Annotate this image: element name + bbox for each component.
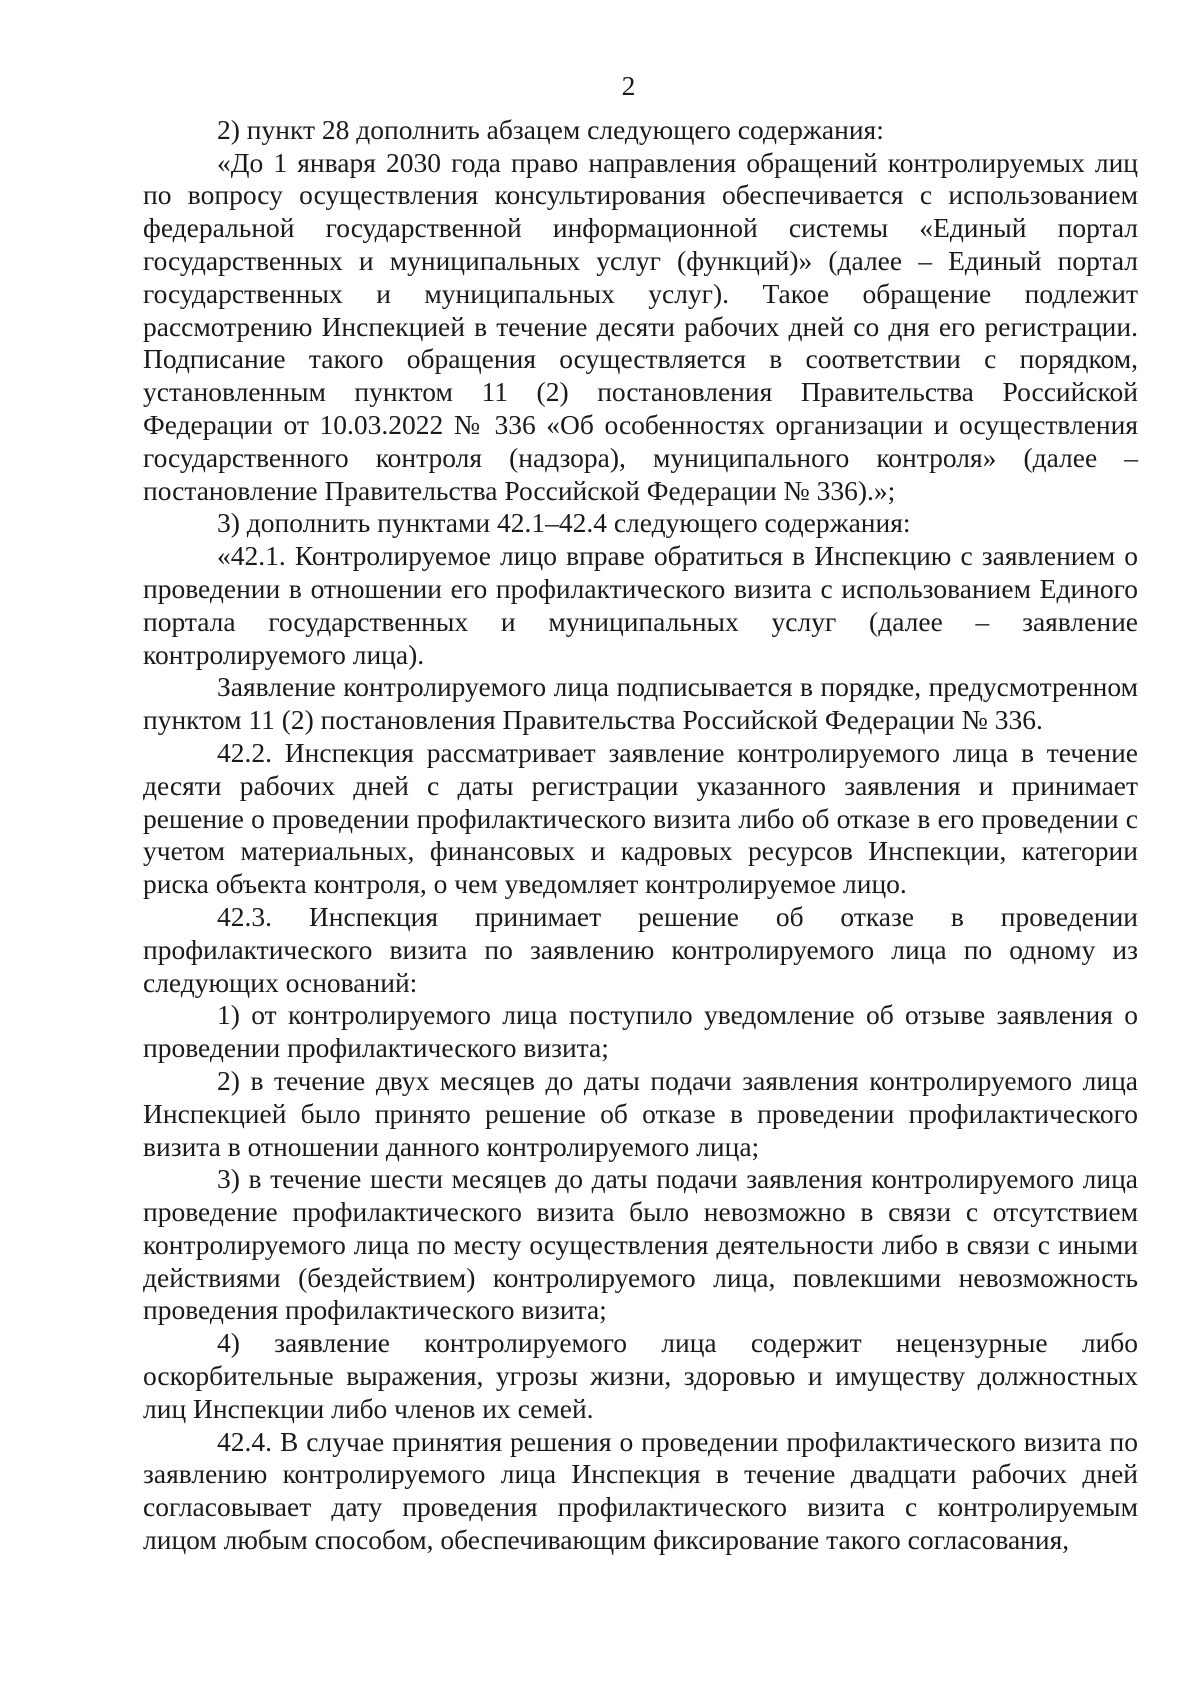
paragraph-42-3-ground-3: 3) в течение шести месяцев до даты подачи заявления контролируемого лица проведение профилактического визита было невозможно в связи с отсутствием контролируемого лица по месту осуществления деятельности либо в связи с иными действиями (бездействием) контролируемого лица, повлекшими невозможность проведения профилактического визита;: [143, 1163, 1138, 1326]
paragraph-42-3-ground-4: 4) заявление контролируемого лица содержит нецензурные либо оскорбительные выражения, угрозы жизни, здоровью и имуществу должностных лиц Инспекции либо членов их семей.: [143, 1327, 1138, 1424]
paragraph-consultation-quote: «До 1 января 2030 года право направления обращений контролируемых лиц по вопросу осуществления консультирования обеспечивается с использованием федеральной государственной информационной системы «Единый портал государственных и муниципальных услуг (функций)» (далее – Единый портал государственных и муниципальных услуг). Такое обращение подлежит рассмотрению Инспекцией в течение десяти рабочих дней со дня его регистрации. Подписание такого обращения осуществляется в соответствии с порядком, установленным пунктом 11 (2) постановления Правительства Российской Федерации от 10.03.2022 № 336 «Об особенностях организации и осуществления государственного контроля (надзора), муниципального контроля» (далее – постановление Правительства Российской Федерации № 336).»;: [143, 146, 1138, 506]
paragraph-item-2: 2) пункт 28 дополнить абзацем следующего содержания:: [217, 113, 884, 145]
page-number: 2: [621, 70, 636, 101]
paragraph-42-3-ground-2: 2) в течение двух месяцев до даты подачи заявления контролируемого лица Инспекцией было принято решение об отказе в проведении профилактического визита в отношении данного контролируемого лица;: [143, 1064, 1138, 1162]
paragraph-42-3: 42.3. Инспекция принимает решение об отказе в проведении профилактического визита по заявлению контролируемого лица по одному из следующих оснований:: [143, 900, 1138, 998]
paragraph-42-1: «42.1. Контролируемое лицо вправе обратиться в Инспекцию с заявлением о проведении в отношении его профилактического визита с использованием Единого портала государственных и муниципальных услуг (далее – заявление контролируемого лица).: [143, 540, 1138, 670]
paragraph-42-4: 42.4. В случае принятия решения о проведении профилактического визита по заявлению контролируемого лица Инспекция в течение двадцати рабочих дней согласовывает дату проведения профилактического визита с контролируемым лицом любым способом, обеспечивающим фиксирование такого согласования,: [143, 1425, 1138, 1556]
paragraph-item-3: 3) дополнить пунктами 42.1–42.4 следующего содержания:: [217, 507, 911, 539]
paragraph-42-3-ground-1: 1) от контролируемого лица поступило уведомление об отзыве заявления о проведении профилактического визита;: [143, 999, 1138, 1064]
paragraph-42-1-signature: Заявление контролируемого лица подписывается в порядке, предусмотренном пунктом 11 (2) постановления Правительства Российской Федерации № 336.: [143, 671, 1138, 736]
paragraph-42-2: 42.2. Инспекция рассматривает заявление контролируемого лица в течение десяти рабочих дней с даты регистрации указанного заявления и принимает решение о проведении профилактического визита либо об отказе в его проведении с учетом материальных, финансовых и кадровых ресурсов Инспекции, категории риска объекта контроля, о чем уведомляет контролируемое лицо.: [143, 736, 1138, 900]
